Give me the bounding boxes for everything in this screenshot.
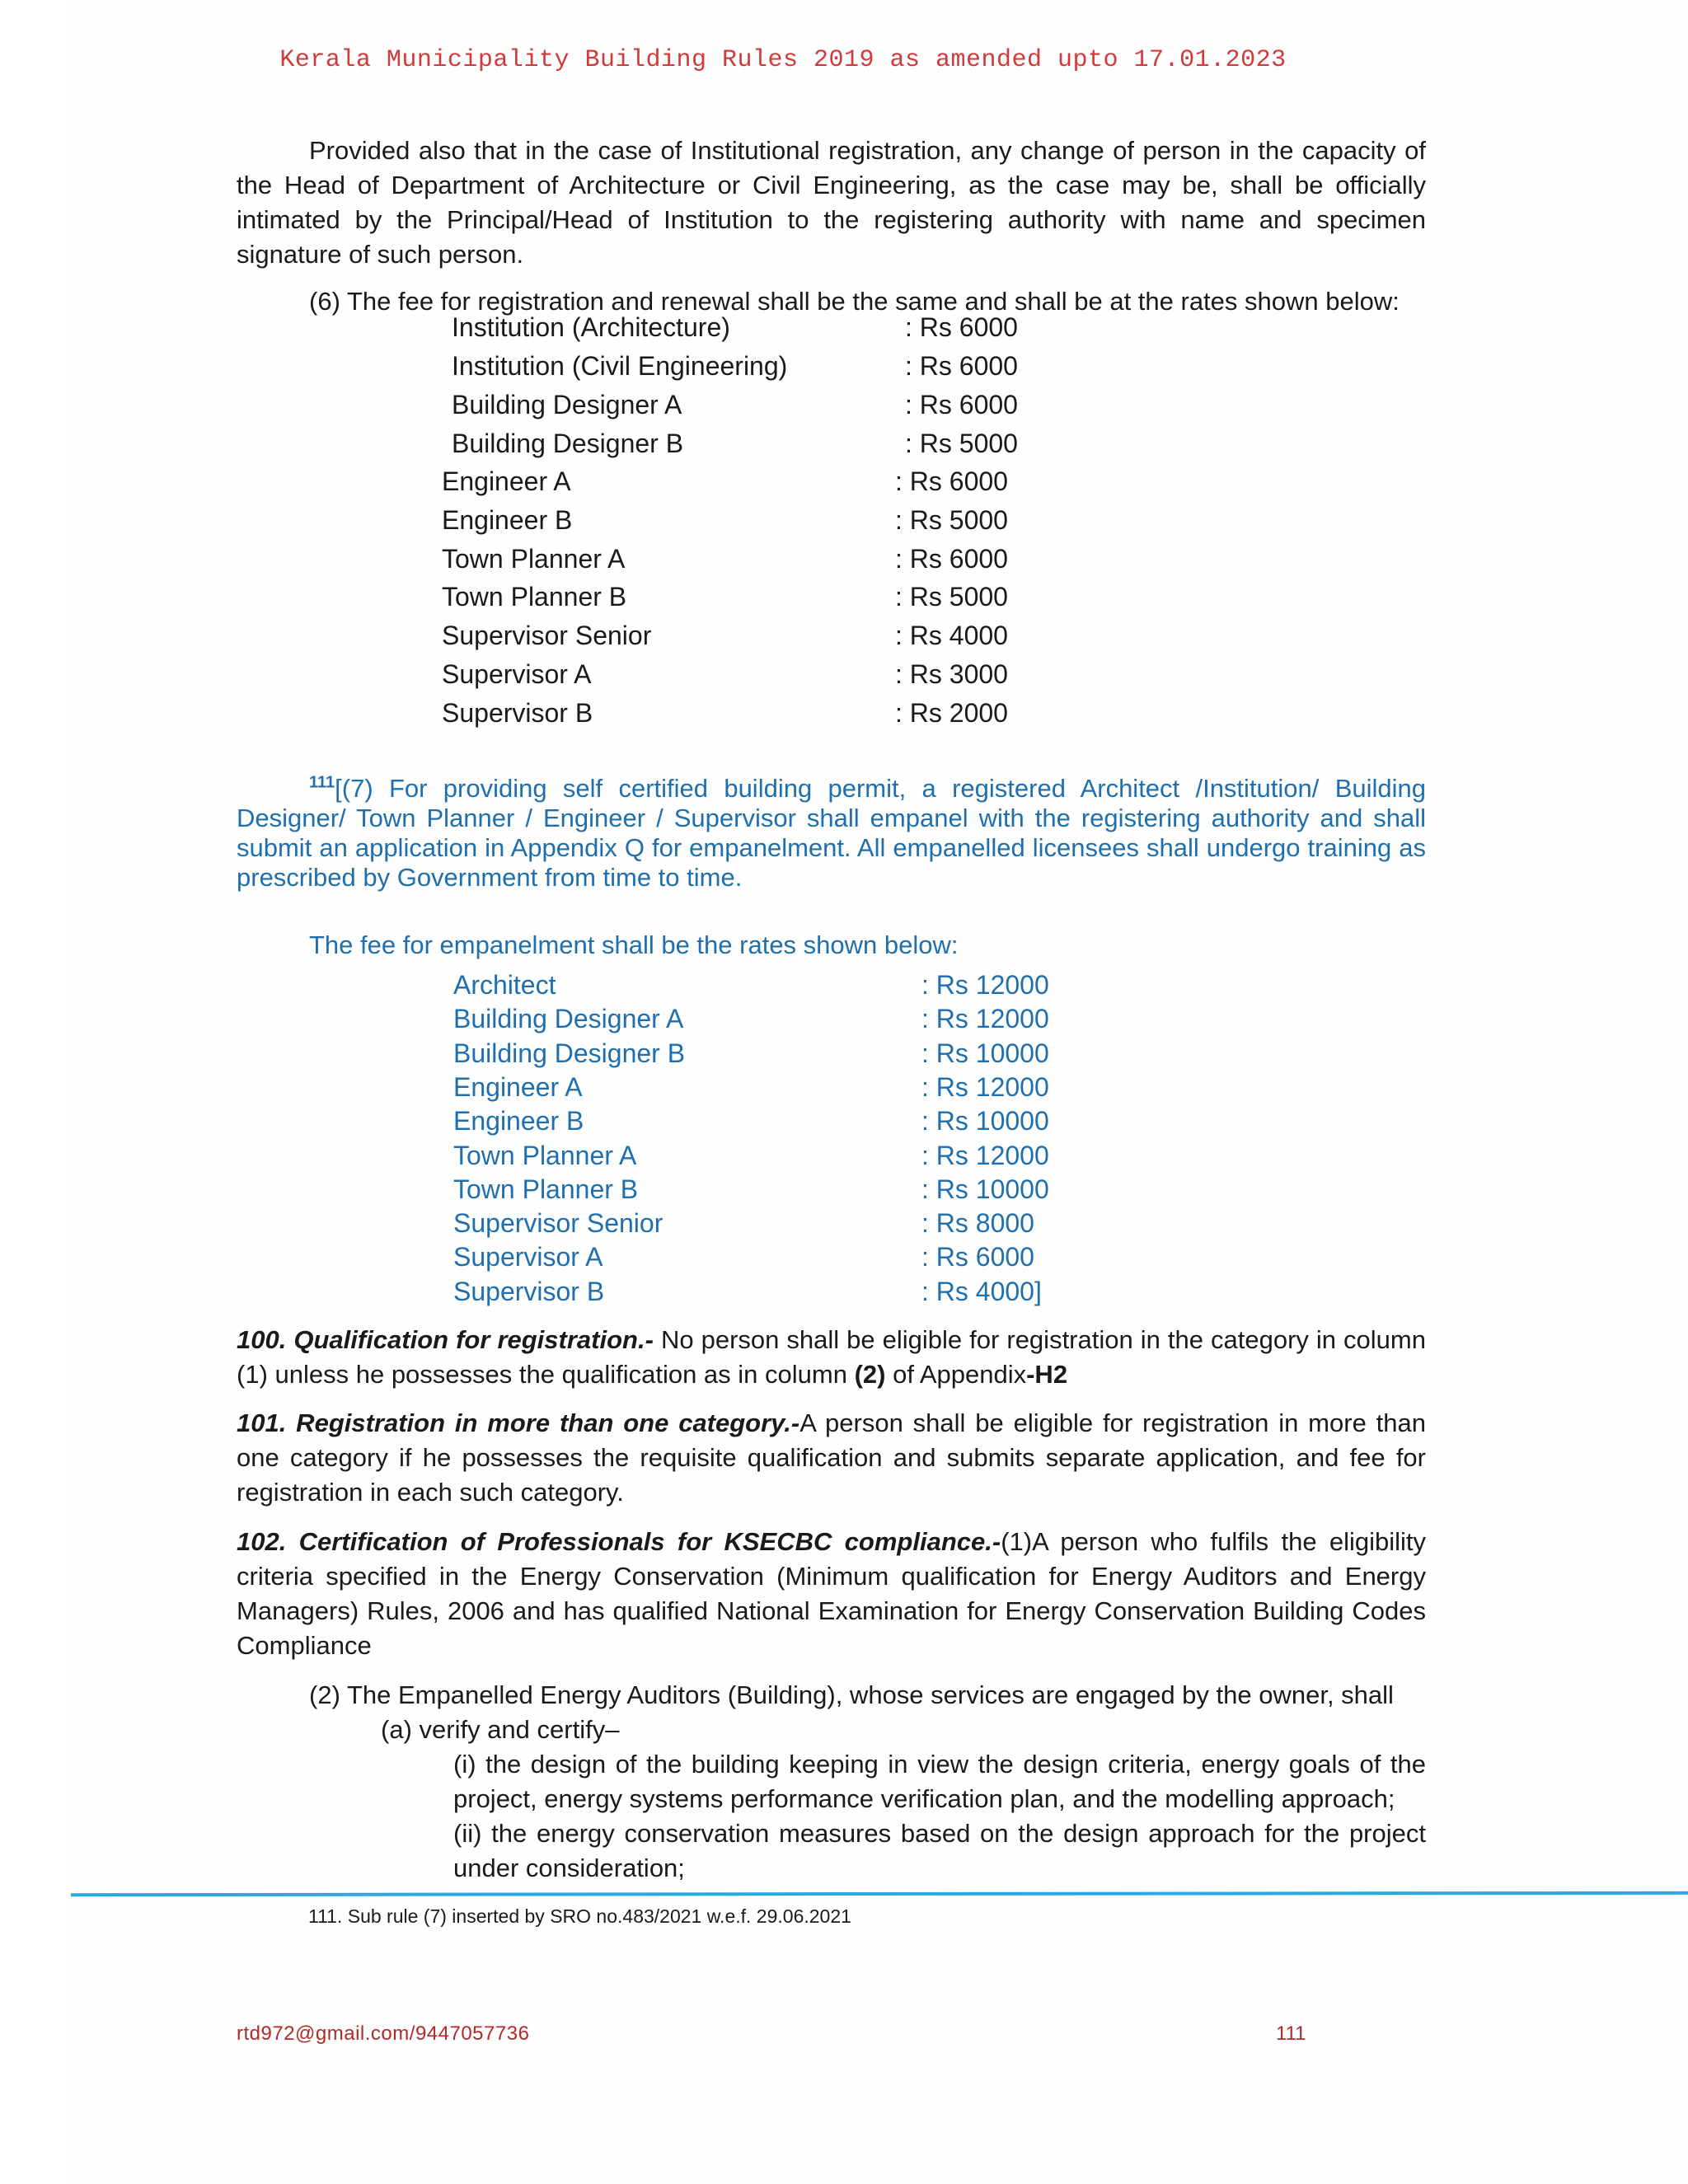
empanel-amount: : Rs 10000 (921, 1106, 1049, 1136)
empanel-fee-row (453, 1002, 1047, 1036)
empanel-fee-row (453, 1071, 1047, 1104)
fee-row (442, 578, 1019, 616)
fee-row (452, 347, 1029, 386)
fee-row (452, 308, 1029, 347)
fee-category: Town Planner B (442, 582, 627, 612)
fee-category: Institution (Architecture) (452, 312, 730, 342)
empanel-amount: : Rs 12000 (921, 1072, 1049, 1102)
empanel-fee-row (453, 1104, 1047, 1138)
fee-category: Engineer B (442, 505, 573, 535)
fee-amount: : Rs 5000 (905, 429, 1018, 458)
fee-category: Institution (Civil Engineering) (452, 351, 788, 381)
empanel-fee-row (453, 1037, 1047, 1071)
empanel-fee-row (453, 1207, 1047, 1240)
fee-row (442, 501, 1019, 540)
rule-102-sub-2a-ii: (ii) the energy conservation measures based on the design approach for the project under consideration; (453, 1819, 1426, 1882)
empanel-amount: : Rs 4000] (921, 1277, 1042, 1306)
fee-row (442, 616, 1019, 655)
empanel-amount: : Rs 8000 (921, 1208, 1034, 1238)
fee-row (452, 386, 1029, 424)
empanel-amount: : Rs 12000 (921, 1141, 1049, 1170)
fee-amount: : Rs 4000 (895, 621, 1008, 650)
empanel-intro: The fee for empanelment shall be the rates shown below: (309, 930, 959, 959)
empanel-fee-row (453, 1139, 1047, 1173)
empanel-category: Engineer B (453, 1106, 584, 1136)
empanel-category: Supervisor A (453, 1242, 603, 1272)
rule-102 (237, 1525, 1426, 1663)
rule-101-heading: 101. Registration in more than one category.- (237, 1408, 800, 1437)
rule-100-appendix-text: of Appendix (885, 1360, 1027, 1389)
rule-102-heading: 102. Certification of Professionals for KSECBC compliance.- (237, 1527, 1001, 1556)
fee-amount: : Rs 5000 (895, 582, 1008, 612)
fee-row (442, 655, 1019, 694)
footnote-marker: 111 (309, 773, 335, 792)
footnote: 111. Sub rule (7) inserted by SRO no.483/2021 w.e.f. 29.06.2021 (308, 1905, 851, 1927)
fee-intro: (6) The fee for registration and renewal shall be the same and shall be at the rates shown below: (309, 287, 1400, 316)
empanel-category: Architect (453, 970, 556, 1000)
fee-amount: : Rs 6000 (895, 466, 1008, 496)
rule-102-text: (1)A person who fulfils the eligibility criteria specified in the Energy Conservation (Minimum qualification for Energy Auditors and Energy Managers) Rules, 2006 and has qualified National Examination for Energy Conservation Building Codes Compliance (237, 1527, 1426, 1660)
empanel-category: Town Planner B (453, 1174, 639, 1204)
fee-row (452, 424, 1029, 463)
fee-amount: : Rs 5000 (895, 505, 1008, 535)
empanel-amount: : Rs 10000 (921, 1174, 1049, 1204)
rule-101 (237, 1406, 1426, 1510)
empanel-category: Supervisor B (453, 1277, 605, 1306)
fee-row (442, 694, 1019, 733)
rule-100-text: No person shall be eligible for registration in the category in column (1) unless he possesses the qualification as in column (237, 1325, 1426, 1389)
empanel-category: Building Designer B (453, 1038, 686, 1068)
intro-paragraph: Provided also that in the case of Institutional registration, any change of person in the capacity of the Head of Department of Architecture or Civil Engineering, as the case may be, shall be officially intimated by the Principal/Head of Institution to the registering authority with name and specimen signature of such person. (237, 136, 1426, 269)
fee-category: Supervisor B (442, 698, 593, 728)
fee-amount: : Rs 6000 (895, 544, 1008, 574)
rule-100-heading: 100. Qualification for registration.- (237, 1325, 654, 1354)
empanel-fee-row (453, 1275, 1047, 1309)
fee-category: Engineer A (442, 466, 571, 496)
empanel-amount: : Rs 12000 (921, 970, 1049, 1000)
empanel-category: Building Designer A (453, 1004, 684, 1033)
rule-101-text: A person shall be eligible for registration in more than one category if he possesses the requisite qualification and submits separate application, and fee for registration in each such category. (237, 1408, 1426, 1507)
fee-category: Building Designer A (452, 390, 682, 419)
footer-contact: rtd972@gmail.com/9447057736 (237, 2022, 530, 2045)
rule-102-sub-2a: (a) verify and certify– (381, 1715, 620, 1744)
fee-row (442, 462, 1019, 501)
empanel-fee-row (453, 1173, 1047, 1207)
empanel-category: Town Planner A (453, 1141, 637, 1170)
rule-7-paragraph (237, 774, 1426, 893)
rule-102-sub-2: (2) The Empanelled Energy Auditors (Building), whose services are engaged by the owner, shall (309, 1680, 1394, 1709)
fee-amount: : Rs 6000 (905, 312, 1018, 342)
fee-amount: : Rs 6000 (905, 351, 1018, 381)
empanel-amount: : Rs 6000 (921, 1242, 1034, 1272)
fee-amount: : Rs 2000 (895, 698, 1008, 728)
empanel-amount: : Rs 10000 (921, 1038, 1049, 1068)
left-margin (0, 0, 66, 2184)
empanel-fee-row (453, 1240, 1047, 1274)
fee-category: Town Planner A (442, 544, 626, 574)
empanel-category: Supervisor Senior (453, 1208, 663, 1238)
page-number: 111 (1276, 2022, 1306, 2045)
fee-amount: : Rs 6000 (905, 390, 1018, 419)
rule-102-sub-2a-i: (i) the design of the building keeping in view the design criteria, energy goals of the project, energy systems performance verification plan, and the modelling approach; (453, 1750, 1426, 1813)
fee-amount: : Rs 3000 (895, 659, 1008, 689)
rule-100-column: (2) (854, 1360, 886, 1389)
rule-7-text: [(7) For providing self certified building permit, a registered Architect /Institution/ Building Designer/ Town Planner / Engineer / Supervisor shall empanel with the registering authority and shall submit an application in Appendix Q for empanelment. All empanelled licensees shall undergo training as prescribed by Government from time to time. (237, 774, 1426, 892)
rule-100-appendix: -H2 (1026, 1360, 1068, 1389)
fee-row (442, 540, 1019, 579)
rule-100 (237, 1323, 1426, 1392)
running-header: Kerala Municipality Building Rules 2019 as amended upto 17.01.2023 (279, 46, 1287, 74)
fee-category: Supervisor Senior (442, 621, 652, 650)
empanel-category: Engineer A (453, 1072, 583, 1102)
fee-category: Building Designer B (452, 429, 684, 458)
empanel-fee-row (453, 968, 1047, 1002)
empanel-amount: : Rs 12000 (921, 1004, 1049, 1033)
fee-category: Supervisor A (442, 659, 592, 689)
